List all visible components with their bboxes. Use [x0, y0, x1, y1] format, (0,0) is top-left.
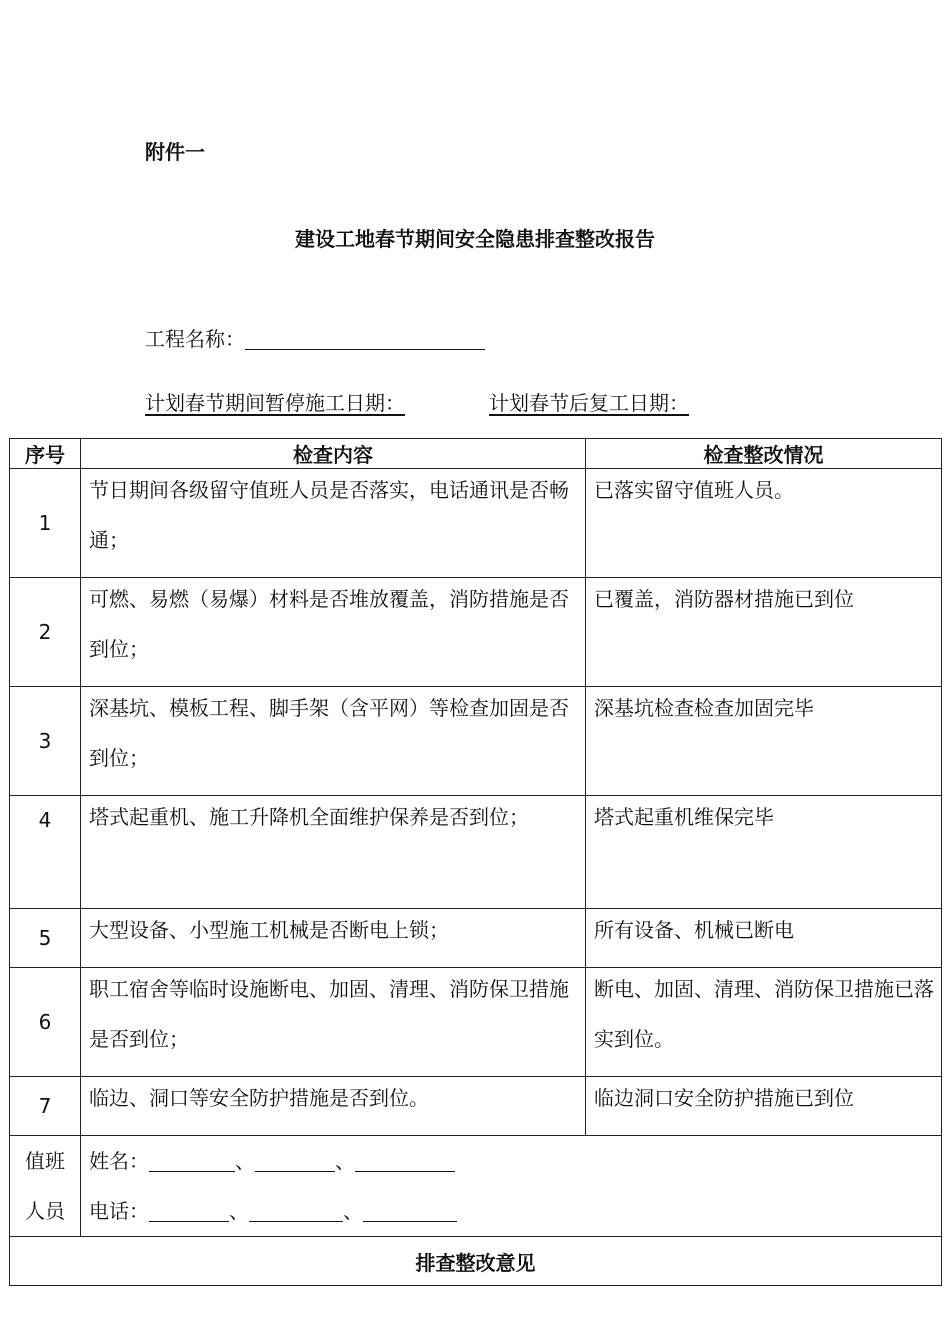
header-no: 序号 [10, 439, 81, 469]
row-content [81, 968, 586, 1077]
duty-label [10, 1136, 81, 1237]
row-no: 4 [10, 796, 81, 909]
resume-date-label: 计划春节后复工日期： [489, 391, 689, 415]
report-title: 建设工地春节期间安全隐患排查整改报告 [295, 227, 655, 251]
name-label: 姓名： [89, 1149, 149, 1173]
inspection-table [9, 438, 942, 1286]
row-result-text: 所有设备、机械已断电 [594, 918, 794, 942]
row-content-text: 职工宿舍等临时设施断电、加固、清理、消防保卫措施是否到位； [89, 977, 569, 1051]
duty-info [81, 1136, 942, 1237]
phone-sep-1: 、 [229, 1199, 249, 1223]
name-field-2[interactable] [255, 1170, 335, 1172]
duty-name-line [89, 1136, 941, 1186]
row-result-text: 已覆盖，消防器材措施已到位 [594, 587, 854, 611]
row-result [586, 968, 942, 1077]
row-result-text: 塔式起重机维保完毕 [594, 805, 774, 829]
table-row [10, 1077, 942, 1136]
row-content-text: 塔式起重机、施工升降机全面维护保养是否到位； [89, 805, 529, 829]
row-result [586, 796, 942, 909]
row-result-text: 临边洞口安全防护措施已到位 [594, 1086, 854, 1110]
row-content-text: 临边、洞口等安全防护措施是否到位。 [89, 1086, 429, 1110]
row-result [586, 1077, 942, 1136]
row-result-text: 已落实留守值班人员。 [594, 478, 794, 502]
phone-field-2[interactable] [249, 1220, 343, 1222]
table-row [10, 469, 942, 578]
row-content-text: 可燃、易燃（易爆）材料是否堆放覆盖，消防措施是否到位； [89, 587, 569, 661]
row-result [586, 578, 942, 687]
table-row [10, 796, 942, 909]
duty-phone-line [89, 1186, 941, 1236]
row-result [586, 909, 942, 968]
row-no: 7 [10, 1077, 81, 1136]
header-content: 检查内容 [81, 439, 586, 469]
phone-field-3[interactable] [363, 1220, 457, 1222]
phone-field-1[interactable] [149, 1220, 229, 1222]
table-header-row [10, 439, 942, 469]
footer-row [10, 1237, 942, 1286]
name-sep-1: 、 [235, 1149, 255, 1173]
row-no: 3 [10, 687, 81, 796]
project-name-field[interactable] [245, 348, 485, 350]
name-sep-2: 、 [335, 1149, 355, 1173]
project-name-line [145, 323, 485, 352]
name-field-3[interactable] [355, 1170, 455, 1172]
row-result [586, 469, 942, 578]
duty-row [10, 1136, 942, 1237]
row-content [81, 469, 586, 578]
row-no: 2 [10, 578, 81, 687]
row-result-text: 深基坑检查检查加固完毕 [594, 696, 814, 720]
row-content [81, 1077, 586, 1136]
attachment-label: 附件一 [145, 140, 205, 164]
row-no: 6 [10, 968, 81, 1077]
header-result: 检查整改情况 [586, 439, 942, 469]
table-row [10, 578, 942, 687]
duty-label-line2: 人员 [25, 1199, 65, 1223]
table-row [10, 909, 942, 968]
phone-sep-2: 、 [343, 1199, 363, 1223]
row-content [81, 909, 586, 968]
name-field-1[interactable] [149, 1170, 235, 1172]
date-line [145, 387, 689, 416]
row-content-text: 深基坑、模板工程、脚手架（含平网）等检查加固是否到位； [89, 696, 569, 770]
row-content-text: 大型设备、小型施工机械是否断电上锁； [89, 918, 449, 942]
duty-label-line1: 值班 [25, 1149, 65, 1173]
row-result [586, 687, 942, 796]
row-content-text: 节日期间各级留守值班人员是否落实，电话通讯是否畅通； [89, 478, 569, 552]
row-content [81, 796, 586, 909]
review-opinion-heading: 排查整改意见 [10, 1237, 942, 1286]
project-name-label: 工程名称： [145, 327, 245, 351]
pause-date-label: 计划春节期间暂停施工日期： [145, 391, 405, 415]
row-no: 5 [10, 909, 81, 968]
row-no: 1 [10, 469, 81, 578]
row-content [81, 578, 586, 687]
row-content [81, 687, 586, 796]
phone-label: 电话： [89, 1199, 149, 1223]
table-row [10, 687, 942, 796]
table-row [10, 968, 942, 1077]
row-result-text: 断电、加固、清理、消防保卫措施已落实到位。 [594, 977, 934, 1051]
